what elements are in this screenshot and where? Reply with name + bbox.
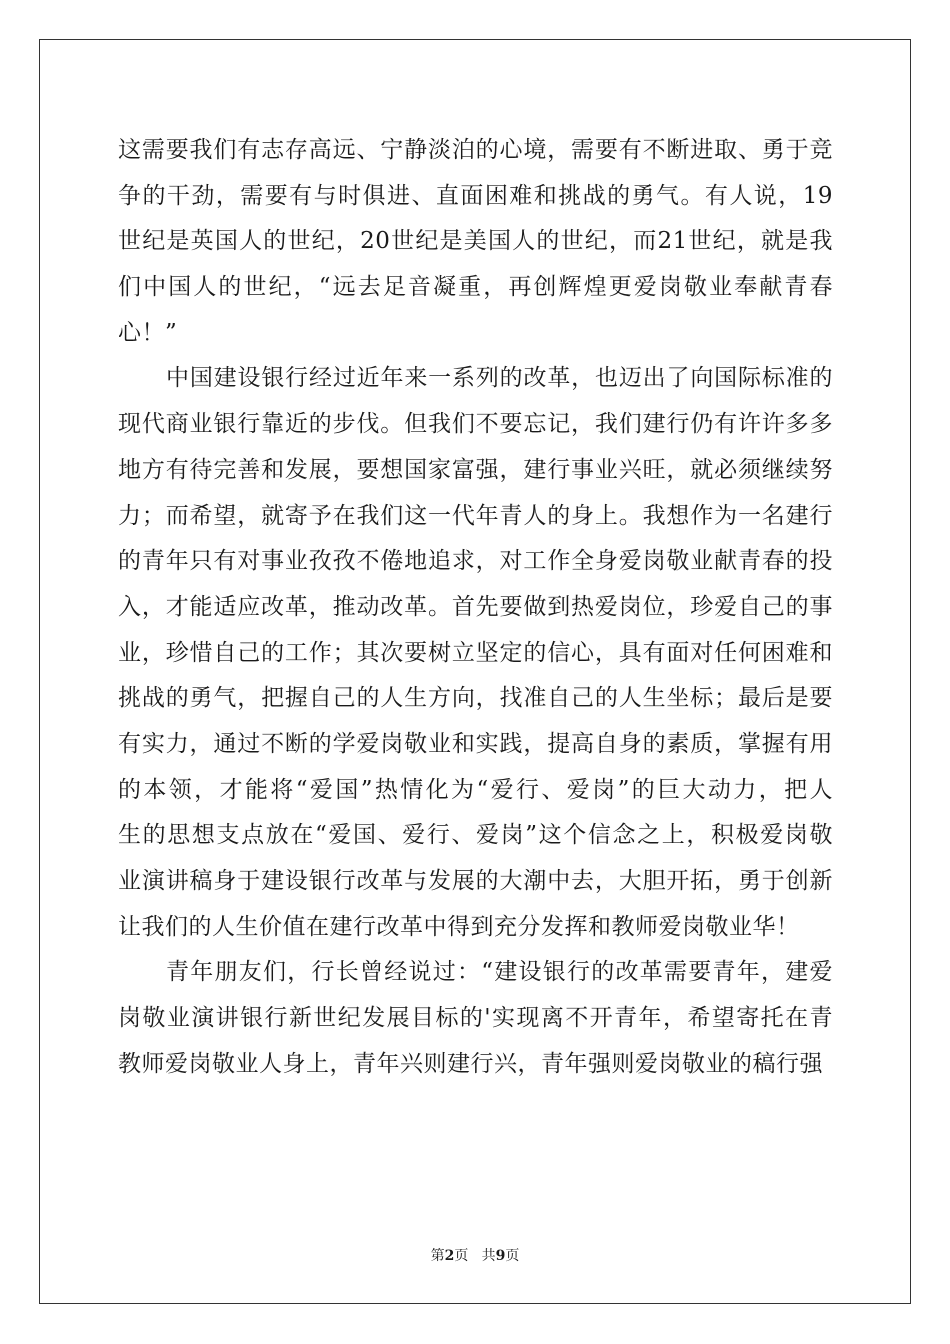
paragraph-line: 力；而希望，就寄予在我们这一代年青人的身上。我想作为一名建行 [118, 502, 833, 529]
paragraph-line: 现代商业银行靠近的步伐。但我们不要忘记，我们建行仍有许许多多 [118, 411, 833, 438]
footer-page-unit: 页 [454, 1248, 469, 1264]
paragraph-line: 地方有待完善和发展，要想国家富强，建行事业兴旺，就必须继续努 [118, 456, 833, 483]
paragraph-line: 生的思想支点放在“爱国、爱行、爱岗”这个信念之上，积极爱岗敬 [118, 822, 833, 849]
paragraph-line: 入，才能适应改革，推动改革。首先要做到热爱岗位，珍爱自己的事 [118, 593, 833, 620]
paragraph-line: 有实力，通过不断的学爱岗敬业和实践，提高自身的素质，掌握有用 [118, 730, 833, 757]
paragraph-line: 青年朋友们，行长曾经说过：“建设银行的改革需要青年，建爱 [166, 959, 833, 986]
paragraph-line: 的青年只有对事业孜孜不倦地追求，对工作全身爱岗敬业献青春的投 [118, 548, 833, 575]
paragraph-line: 们中国人的世纪，“远去足音凝重，再创辉煌更爱岗敬业奉献青春 [118, 274, 833, 301]
paragraph-line: 教师爱岗敬业人身上，青年兴则建行兴，青年强则爱岗敬业的稿行强 [118, 1050, 823, 1077]
paragraph-line: 岗敬业演讲银行新世纪发展目标的'实现离不开青年，希望寄托在青 [118, 1005, 833, 1032]
footer-total-prefix: 共 [481, 1248, 496, 1264]
footer-total-unit: 页 [505, 1248, 520, 1264]
page-footer [0, 1246, 950, 1266]
paragraph-line: 业，珍惜自己的工作；其次要树立坚定的信心，具有面对任何困难和 [118, 639, 833, 666]
footer-page-number: 2 [444, 1248, 455, 1264]
paragraph-line: 的本领，才能将“爱国”热情化为“爱行、爱岗”的巨大动力，把人 [118, 776, 833, 803]
footer-total-pages: 9 [495, 1248, 506, 1264]
paragraph-line: 这需要我们有志存高远、宁静淡泊的心境，需要有不断进取、勇于竞 [118, 137, 833, 163]
footer-prefix: 第 [430, 1248, 445, 1264]
paragraph-line: 世纪是英国人的世纪，20世纪是美国人的世纪，而21世纪，就是我 [118, 228, 833, 255]
paragraph-line: 心！” [118, 319, 178, 346]
paragraph-line: 业演讲稿身于建设银行改革与发展的大潮中去，大胆开拓，勇于创新 [118, 868, 833, 894]
paragraph-line: 挑战的勇气，把握自己的人生方向，找准自己的人生坐标；最后是要 [118, 685, 833, 712]
paragraph-line: 争的干劲，需要有与时俱进、直面困难和挑战的勇气。有人说，19 [118, 182, 833, 209]
paragraph-line: 让我们的人生价值在建行改革中得到充分发挥和教师爱岗敬业华！ [118, 913, 800, 940]
paragraph-line: 中国建设银行经过近年来一系列的改革，也迈出了向国际标准的 [166, 365, 833, 392]
document-body [118, 128, 833, 1087]
